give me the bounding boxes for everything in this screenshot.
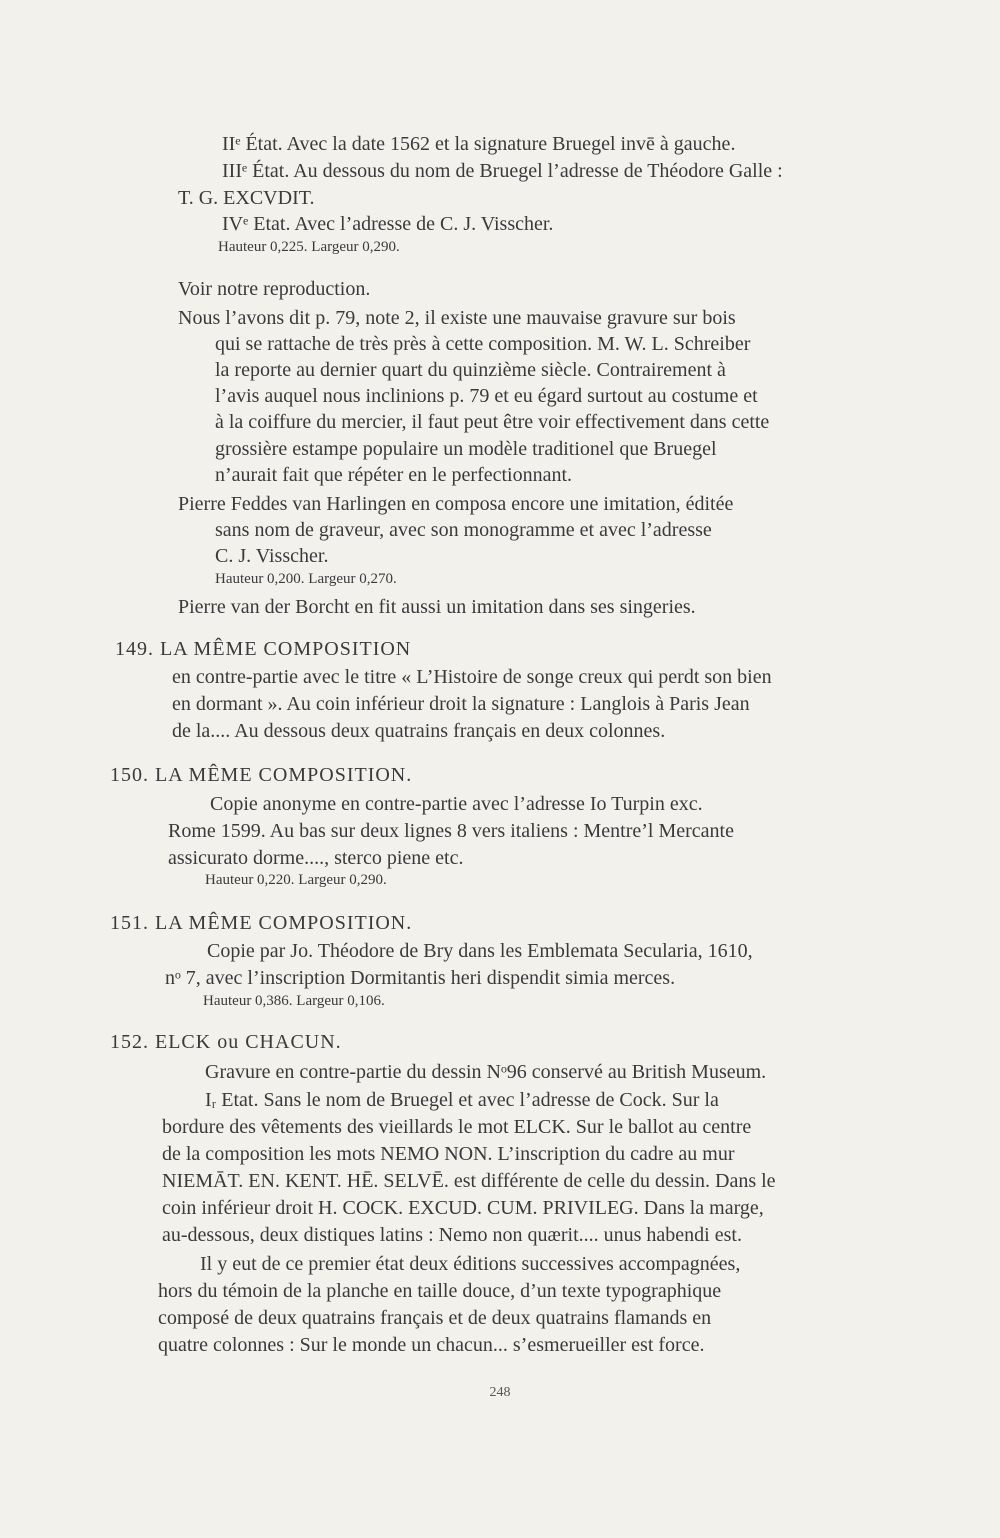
text-line: Pierre Feddes van Harlingen en composa encore une imitation, éditée: [178, 493, 734, 515]
text-line: l’avis auquel nous inclinions p. 79 et eu égard surtout au costume et: [215, 385, 758, 407]
entry-heading-149: 149. LA MÊME COMPOSITION: [115, 638, 412, 660]
text-line: n’aurait fait que répéter en le perfectionnant.: [215, 464, 573, 486]
text-line: Voir notre reproduction.: [178, 278, 371, 300]
text-line: coin inférieur droit H. COCK. EXCUD. CUM. PRIVILEG. Dans la marge,: [162, 1197, 764, 1219]
dimensions-note: Hauteur 0,200. Largeur 0,270.: [215, 571, 397, 587]
text-line: hors du témoin de la planche en taille douce, d’un texte typographique: [158, 1280, 722, 1302]
text-line: IIᵉ État. Avec la date 1562 et la signature Bruegel invē à gauche.: [222, 133, 736, 155]
text-line: la reporte au dernier quart du quinzième siècle. Contrairement à: [215, 359, 726, 381]
text-line: Rome 1599. Au bas sur deux lignes 8 vers italiens : Mentre’l Mercante: [168, 820, 734, 842]
dimensions-note: Hauteur 0,225. Largeur 0,290.: [218, 239, 400, 255]
dimensions-note: Hauteur 0,220. Largeur 0,290.: [205, 872, 387, 888]
page-number: 248: [489, 1385, 511, 1400]
text-line: à la coiffure du mercier, il faut peut être voir effectivement dans cette: [215, 411, 770, 433]
dimensions-note: Hauteur 0,386. Largeur 0,106.: [203, 993, 385, 1009]
text-line: NIEMĀT. EN. KENT. HĒ. SELVĒ. est différente de celle du dessin. Dans le: [162, 1170, 776, 1192]
text-line: bordure des vêtements des vieillards le mot ELCK. Sur le ballot au centre: [162, 1116, 752, 1138]
text-line: Nous l’avons dit p. 79, note 2, il existe une mauvaise gravure sur bois: [178, 307, 736, 329]
text-line: grossière estampe populaire un modèle traditionel que Bruegel: [215, 438, 717, 460]
text-line: en dormant ». Au coin inférieur droit la signature : Langlois à Paris Jean: [172, 693, 750, 715]
text-line: assicurato dorme...., sterco piene etc.: [168, 847, 464, 869]
text-line: Pierre van der Borcht en fit aussi un imitation dans ses singeries.: [178, 596, 696, 618]
text-line: C. J. Visscher.: [215, 545, 329, 567]
text-line: Copie par Jo. Théodore de Bry dans les Emblemata Secularia, 1610,: [207, 940, 753, 962]
entry-heading-151: 151. LA MÊME COMPOSITION.: [110, 912, 413, 934]
text-line: composé de deux quatrains français et de deux quatrains flamands en: [158, 1307, 712, 1329]
text-line: Gravure en contre-partie du dessin Nᵒ96 conservé au British Museum.: [205, 1061, 767, 1083]
text-line: en contre-partie avec le titre « L’Histoire de songe creux qui perdt son bien: [172, 666, 772, 688]
text-line: Iᵣ Etat. Sans le nom de Bruegel et avec l’adresse de Cock. Sur la: [205, 1089, 719, 1111]
entry-heading-152: 152. ELCK ou CHACUN.: [110, 1031, 342, 1053]
text-line: Copie anonyme en contre-partie avec l’adresse Io Turpin exc.: [210, 793, 703, 815]
text-line: au-dessous, deux distiques latins : Nemo non quærit.... unus habendi est.: [162, 1224, 742, 1246]
text-line: de la composition les mots NEMO NON. L’inscription du cadre au mur: [162, 1143, 735, 1165]
text-line: quatre colonnes : Sur le monde un chacun... s’esmerueiller est force.: [158, 1334, 705, 1356]
text-line: nᵒ 7, avec l’inscription Dormitantis heri dispendit simia merces.: [165, 967, 676, 989]
text-line: de la.... Au dessous deux quatrains français en deux colonnes.: [172, 720, 666, 742]
text-line: Il y eut de ce premier état deux éditions successives accompagnées,: [200, 1253, 741, 1275]
text-line: IIIᵉ État. Au dessous du nom de Bruegel l’adresse de Théodore Galle :: [222, 160, 783, 182]
text-line: sans nom de graveur, avec son monogramme et avec l’adresse: [215, 519, 712, 541]
entry-heading-150: 150. LA MÊME COMPOSITION.: [110, 764, 413, 786]
text-line: IVᵉ Etat. Avec l’adresse de C. J. Visscher.: [222, 213, 554, 235]
text-line: qui se rattache de très près à cette composition. M. W. L. Schreiber: [215, 333, 751, 355]
text-line: T. G. EXCVDIT.: [178, 187, 315, 209]
